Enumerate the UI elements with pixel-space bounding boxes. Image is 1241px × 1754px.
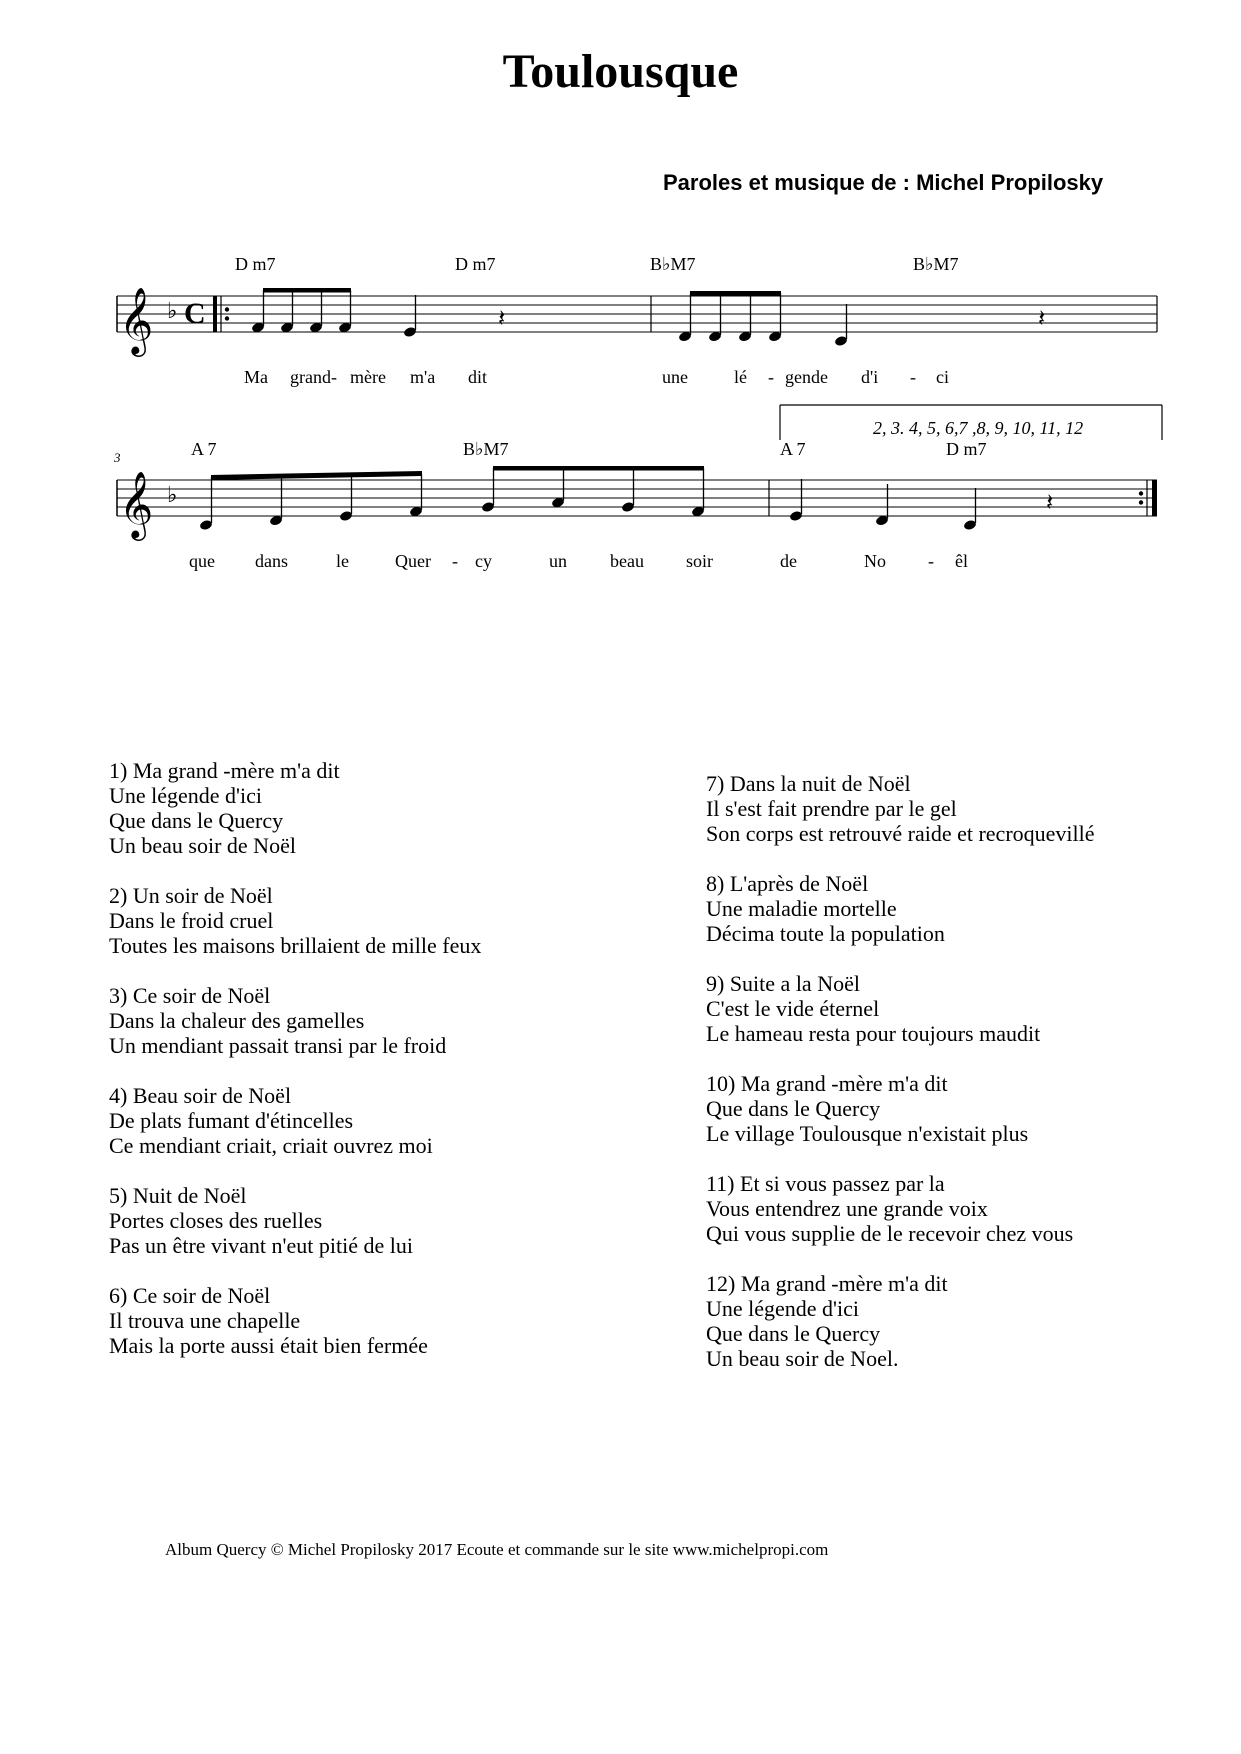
lyric-syllable: beau — [610, 551, 644, 571]
verse-block — [109, 1183, 481, 1258]
verse-line: Vous entendrez une grande voix — [706, 1196, 988, 1221]
quarter-rest-icon: 𝄽 — [1046, 488, 1054, 516]
verse-block — [109, 1283, 481, 1358]
common-time-icon: C — [184, 297, 206, 330]
lyric-syllable: - — [768, 367, 774, 387]
beam — [263, 288, 351, 293]
credit-line: Paroles et musique de : Michel Propilosky — [663, 170, 1104, 195]
lyric-syllable: lé — [734, 367, 747, 387]
flat-key-signature-icon: ♭ — [167, 299, 178, 324]
verse-line: Son corps est retrouvé raide et recroquevillé — [706, 821, 1095, 846]
music-score — [0, 0, 1241, 620]
verse-line: Qui vous supplie de le recevoir chez vous — [706, 1221, 1074, 1246]
lyric-syllable: Ma — [244, 367, 268, 387]
verse-block — [706, 771, 1095, 846]
verse-line: Que dans le Quercy — [706, 1096, 881, 1121]
verses-right-column — [706, 771, 1095, 1396]
chord-symbol: A 7 — [780, 439, 806, 459]
verse-line: Pas un être vivant n'eut pitié de lui — [109, 1233, 413, 1258]
verse-line: Le village Toulousque n'existait plus — [706, 1121, 1029, 1146]
chord-symbol: B♭M7 — [650, 254, 696, 274]
chord-symbol: B♭M7 — [463, 439, 509, 459]
verse-line: 4) Beau soir de Noël — [109, 1083, 292, 1108]
lyric-syllable: - — [910, 367, 916, 387]
chord-symbol: A 7 — [191, 439, 217, 459]
verse-line: Décima toute la population — [706, 921, 945, 946]
verse-line: Dans le froid cruel — [109, 908, 274, 933]
verse-line: Le hameau resta pour toujours maudit — [706, 1021, 1041, 1046]
verse-line: 6) Ce soir de Noël — [109, 1283, 271, 1308]
verse-line: Mais la porte aussi était bien fermée — [109, 1333, 428, 1358]
verses-left-column — [109, 758, 481, 1383]
beam — [211, 471, 422, 480]
lyric-syllable: le — [336, 551, 349, 571]
verse-line: 3) Ce soir de Noël — [109, 983, 271, 1008]
verse-block — [109, 883, 481, 958]
lyrics-system-2 — [189, 551, 968, 571]
lyric-syllable: cy — [475, 551, 492, 571]
verse-line: Une légende d'ici — [109, 783, 263, 808]
beam — [690, 291, 781, 296]
treble-clef-icon: 𝄞 — [119, 470, 154, 538]
verse-block — [706, 1071, 1095, 1146]
verse-line: Un beau soir de Noël — [109, 833, 296, 858]
quarter-rest-icon: 𝄽 — [1038, 304, 1046, 332]
verse-block — [109, 983, 481, 1058]
verse-line: Dans la chaleur des gamelles — [109, 1008, 365, 1033]
lyric-syllable: soir — [686, 551, 713, 571]
lyric-syllable: grand- — [290, 367, 337, 387]
verse-block — [706, 971, 1095, 1046]
verse-line: 12) Ma grand -mère m'a dit — [706, 1271, 948, 1296]
lyric-syllable: Quer — [395, 551, 431, 571]
verse-line: Ce mendiant criait, criait ouvrez moi — [109, 1133, 433, 1158]
verse-block — [109, 758, 481, 858]
verse-line: De plats fumant d'étincelles — [109, 1108, 354, 1133]
verse-line: 11) Et si vous passez par la — [706, 1171, 945, 1196]
lyric-syllable: No — [864, 551, 886, 571]
verse-line: Que dans le Quercy — [706, 1321, 881, 1346]
verse-block — [706, 871, 1095, 946]
lyric-syllable: une — [662, 367, 688, 387]
verse-line: Il trouva une chapelle — [109, 1308, 301, 1333]
staff-system-2 — [117, 480, 1157, 516]
treble-clef-icon: 𝄞 — [119, 286, 154, 354]
song-title: Toulousque — [502, 45, 739, 98]
verse-line: C'est le vide éternel — [706, 996, 880, 1021]
lyric-syllable: de — [780, 551, 797, 571]
chord-symbol: B♭M7 — [913, 254, 959, 274]
verse-line: 8) L'après de Noël — [706, 871, 869, 896]
lyric-syllable: mère — [350, 367, 386, 387]
verse-line: Un beau soir de Noel. — [706, 1346, 899, 1371]
chord-symbol: D m7 — [455, 254, 496, 274]
measure-4 — [789, 479, 1053, 531]
lyric-syllable: dans — [255, 551, 288, 571]
lyric-syllable: êl — [955, 551, 968, 571]
verse-line: Que dans le Quercy — [109, 808, 284, 833]
lyric-syllable: un — [549, 551, 567, 571]
lyric-syllable: ci — [936, 367, 949, 387]
beam — [493, 466, 704, 471]
lyric-syllable: - — [928, 551, 934, 571]
flat-key-signature-icon: ♭ — [167, 483, 178, 508]
lyrics-system-1 — [244, 367, 949, 387]
verse-line: Toutes les maisons brillaient de mille feux — [109, 933, 482, 958]
verse-line: 9) Suite a la Noël — [706, 971, 860, 996]
verse-line: Il s'est fait prendre par le gel — [706, 796, 957, 821]
verse-line: 7) Dans la nuit de Noël — [706, 771, 911, 796]
measure-number: 3 — [114, 450, 121, 465]
verse-line: Portes closes des ruelles — [109, 1208, 323, 1233]
verse-line: 2) Un soir de Noël — [109, 883, 273, 908]
lyric-syllable: que — [189, 551, 215, 571]
verse-block — [706, 1171, 1095, 1246]
verse-line: 10) Ma grand -mère m'a dit — [706, 1071, 948, 1096]
verse-line: Une légende d'ici — [706, 1296, 860, 1321]
lyric-syllable: gende — [785, 367, 828, 387]
quarter-rest-icon: 𝄽 — [498, 304, 506, 332]
lyric-syllable: m'a — [410, 367, 436, 387]
chord-symbol: D m7 — [235, 254, 276, 274]
verse-block — [109, 1083, 481, 1158]
verse-line: 1) Ma grand -mère m'a dit — [109, 758, 340, 783]
measure-2 — [678, 291, 1045, 347]
lyric-syllable: - — [452, 551, 458, 571]
measure-3 — [199, 466, 705, 531]
staff-system-1 — [117, 296, 1157, 332]
lyric-syllable: d'i — [861, 367, 879, 387]
footer-copyright: Album Quercy © Michel Propilosky 2017 Ecoute et commande sur le site www.michelpropi.com — [165, 1540, 829, 1559]
verse-line: Un mendiant passait transi par le froid — [109, 1033, 447, 1058]
verse-line: 5) Nuit de Noël — [109, 1183, 247, 1208]
chord-symbol: D m7 — [946, 439, 987, 459]
verse-block — [706, 1271, 1095, 1371]
lyric-syllable: dit — [468, 367, 488, 387]
volta-label: 2, 3. 4, 5, 6,7 ,8, 9, 10, 11, 12 — [873, 418, 1084, 438]
verse-line: Une maladie mortelle — [706, 896, 897, 921]
